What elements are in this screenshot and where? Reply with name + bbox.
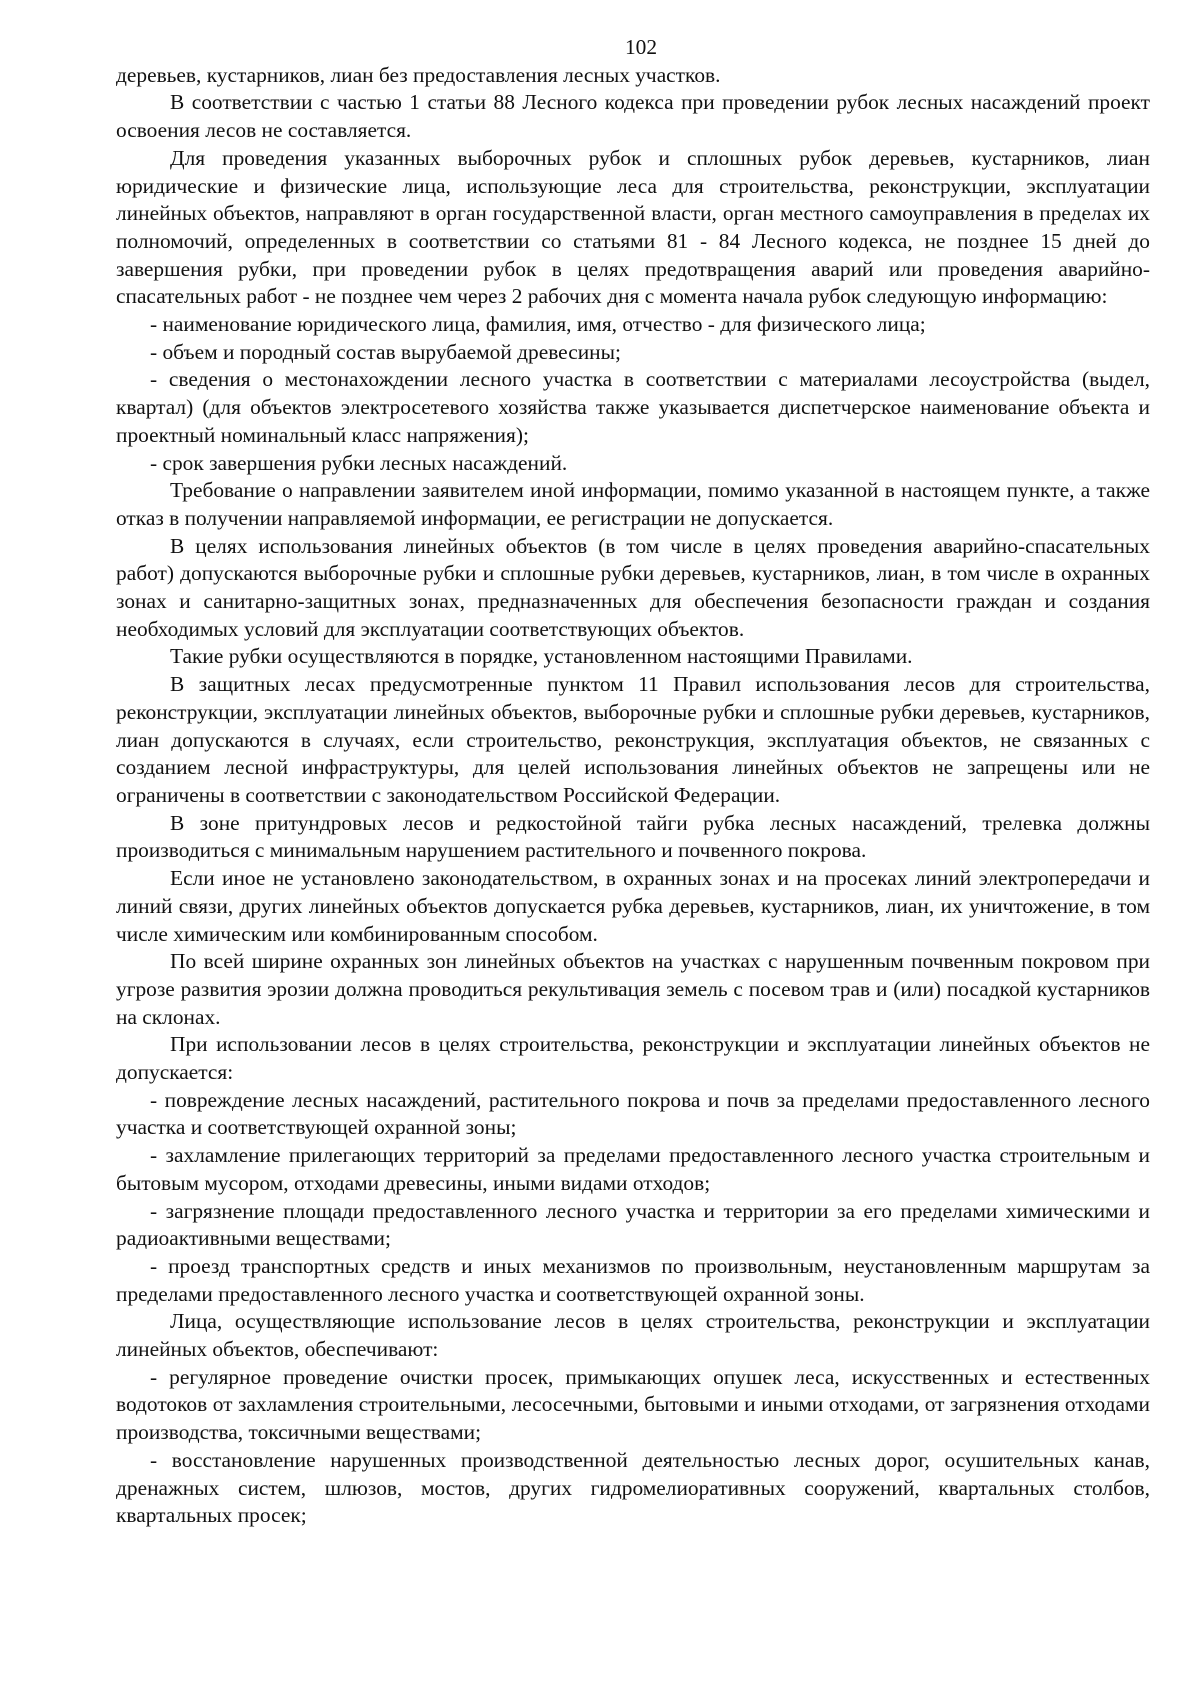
list-item: - срок завершения рубки лесных насаждений. <box>150 450 568 475</box>
list-item: - восстановление нарушенных производственной деятельностью лесных дорог, осушительных канав, дренажных систем, шлюзов, мостов, других гидромелиоративных сооружений, квартальных столбов, квартальных просек; <box>116 1447 1150 1528</box>
paragraph: Такие рубки осуществляются в порядке, установленном настоящими Правилами. <box>170 644 913 669</box>
paragraph: По всей ширине охранных зон линейных объектов на участках с нарушенным почвенным покровом при угрозе развития эрозии должна проводиться рекультивация земель с посевом трав и (или) посадкой кустарников на склонах. <box>116 949 1150 1029</box>
paragraph: При использовании лесов в целях строительства, реконструкции и эксплуатации линейных объектов не допускается: <box>116 1032 1150 1085</box>
list-item: - наименование юридического лица, фамилия, имя, отчество - для физического лица; <box>150 312 926 337</box>
paragraph: Лица, осуществляющие использование лесов в целях строительства, реконструкции и эксплуатации линейных объектов, обеспечивают: <box>116 1309 1150 1362</box>
list-item: - повреждение лесных насаждений, растительного покрова и почв за пределами предоставленного лесного участка и соответствующей охранной зоны; <box>116 1087 1150 1140</box>
paragraph: Требование о направлении заявителем иной информации, помимо указанной в настоящем пункте, а также отказ в получении направляемой информации, ее регистрации не допускается. <box>116 478 1150 530</box>
list-item: - объем и породный состав вырубаемой древесины; <box>150 339 621 364</box>
paragraph-continuation: деревьев, кустарников, лиан без предоставления лесных участков. <box>116 62 721 87</box>
paragraph: В защитных лесах предусмотренные пунктом 11 Правил использования лесов для строительства, реконструкции, эксплуатации линейных объектов, выборочные рубки и сплошные рубки деревьев, кустарников, лиан допускаются в случаях, если строительство, реконструкция, эксплуатация объектов, не связанных с созданием лесной инфраструктуры, для целей использования линейных объектов не запрещены или не ограничены в соответствии с законодательством Российской Федерации. <box>116 672 1150 807</box>
document-body <box>116 62 1150 1530</box>
paragraph: В соответствии с частью 1 статьи 88 Лесного кодекса при проведении рубок лесных насаждений проект освоения лесов не составляется. <box>116 90 1150 143</box>
paragraph: Для проведения указанных выборочных рубок и сплошных рубок деревьев, кустарников, лиан юридические и физические лица, использующие леса для строительства, реконструкции, эксплуатации линейных объектов, направляют в орган государственной власти, орган местного самоуправления в пределах их полномочий, определенных в соответствии со статьями 81 - 84 Лесного кодекса, не позднее 15 дней до завершения рубки, при проведении рубок в целях предотвращения аварий или проведения аварийно-спасательных работ - не позднее чем через 2 рабочих дня с момента начала рубок следующую информацию: <box>116 145 1150 309</box>
list-item: - загрязнение площади предоставленного лесного участка и территории за его пределами химическими и радиоактивными веществами; <box>116 1198 1150 1251</box>
list-item: - захламление прилегающих территорий за пределами предоставленного лесного участка строительным и бытовым мусором, отходами древесины, иными видами отходов; <box>116 1143 1150 1195</box>
list-item: - регулярное проведение очистки просек, примыкающих опушек леса, искусственных и естественных водотоков от захламления строительными, лесосечными, бытовыми и иными отходами, от загрязнения отходами производства, токсичными веществами; <box>116 1364 1150 1445</box>
list-item: - сведения о местонахождении лесного участка в соответствии с материалами лесоустройства (выдел, квартал) (для объектов электросетевого хозяйства также указывается диспетчерское наименование объекта и проектный номинальный класс напряжения); <box>116 367 1150 447</box>
paragraph: Если иное не установлено законодательством, в охранных зонах и на просеках линий электропередачи и линий связи, других линейных объектов допускается рубка деревьев, кустарников, лиан, их уничтожение, в том числе химическим или комбинированным способом. <box>116 866 1150 946</box>
page-number: 102 <box>624 35 658 59</box>
paragraph: В зоне притундровых лесов и редкостойной тайги рубка лесных насаждений, трелевка должны производиться с минимальным нарушением растительного и почвенного покрова. <box>116 810 1150 863</box>
paragraph: В целях использования линейных объектов (в том числе в целях проведения аварийно-спасательных работ) допускаются выборочные рубки и сплошные рубки деревьев, кустарников, лиан, в том числе в охранных зонах и санитарно-защитных зонах, предназначенных для обеспечения безопасности граждан и создания необходимых условий для эксплуатации соответствующих объектов. <box>116 533 1150 641</box>
list-item: - проезд транспортных средств и иных механизмов по произвольным, неустановленным маршрутам за пределами предоставленного лесного участка и соответствующей охранной зоны. <box>116 1253 1150 1306</box>
